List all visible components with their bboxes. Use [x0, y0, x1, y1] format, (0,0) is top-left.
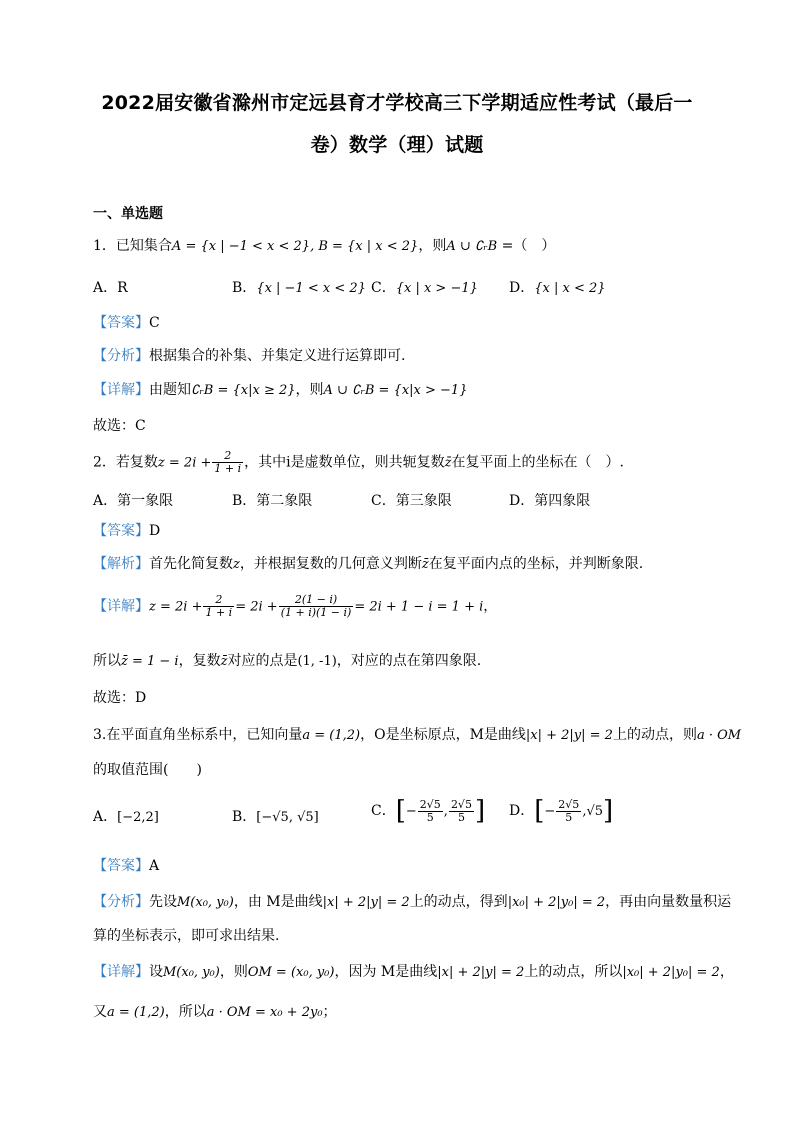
q2-fraction: $\frac{2}{1 + i}$	[214, 449, 242, 475]
q3-analysis-line-2: 算的坐标表示，即可求出结果.	[93, 928, 280, 944]
analysis2-tag: 【解析】	[93, 556, 149, 572]
q1-detail: 【详解】由题知∁ᵣB = {x|x ≥ 2}，则A ∪ ∁ᵣB = {x|x > −1}	[93, 382, 468, 398]
q2-option-d: D．第四象限	[509, 493, 591, 509]
q1-option-a: A．R	[93, 280, 128, 296]
q1-analysis: 【分析】根据集合的补集、并集定义进行运算即可.	[93, 348, 406, 364]
q3-stem-line-2: 的取值范围( )	[93, 762, 202, 778]
q2-stem: 2．若复数z = 2i + $\frac{2}{1 + i}$ ，其中i是虚数单位，则共轭复数z̄在复平面上的坐标在（ ）.	[93, 449, 624, 475]
q3-stem-line-1: 3.在平面直角坐标系中，已知向量a = (1,2)，O是坐标原点，M是曲线|x| + 2|y| = 2上的动点，则a · OM	[93, 727, 742, 743]
section-heading: 一、单选题	[93, 206, 163, 222]
q3-option-b: B．[−√5, √5]	[232, 809, 319, 825]
q1-option-d: D．{x | x < 2}	[509, 280, 606, 296]
q2-analysis: 【解析】首先化简复数z，并根据复数的几何意义判断z̄在复平面内点的坐标，并判断象限.	[93, 556, 644, 572]
q1-choice: 故选：C	[93, 418, 146, 434]
q1-target-expression: A ∪ ∁ᵣB	[446, 239, 498, 254]
q1-set-definition: A = {x | −1 < x < 2}, B = {x | x < 2}	[171, 239, 419, 254]
q2-conclusion: 所以z̄ = 1 − i，复数z̄对应的点是(1, -1)，对应的点在第四象限.	[93, 653, 482, 669]
q3-detail-line-2: 又a = (1,2)，所以a · OM = x₀ + 2y₀；	[93, 1004, 337, 1020]
q2-choice: 故选：D	[93, 690, 147, 706]
q2-detail: 【详解】z = 2i + $\frac{2}{1 + i}$ = 2i + $\frac{2(1 - i)}{(1 + i)(1 - i)}$ = 2i + 1 − i = 1 + i，	[93, 593, 498, 619]
q1-stem: 1．已知集合A = {x | −1 < x < 2}, B = {x | x < 2}，则A ∪ ∁ᵣB =（ ）	[93, 238, 556, 254]
q3-option-c: C．[− $\frac{2√5}{5}$ , $\frac{2√5}{5}$ ]	[371, 796, 486, 826]
q1-answer: 【答案】C	[93, 315, 160, 331]
q1-option-b: B．{x | −1 < x < 2}	[232, 280, 366, 296]
q2-option-b: B．第二象限	[232, 493, 313, 509]
q3-option-d: D．[− $\frac{2√5}{5}$ ,√5]	[509, 796, 614, 826]
analysis-tag: 【分析】	[93, 348, 149, 364]
q3-option-a: A．[−2,2]	[93, 809, 159, 825]
q2-answer: 【答案】D	[93, 523, 161, 539]
q3-analysis-line-1: 【分析】先设M(x₀, y₀)，由 M是曲线|x| + 2|y| = 2上的动点，得到|x₀| + 2|y₀| = 2，再由向量数量积运	[93, 894, 732, 910]
q3-detail-line-1: 【详解】设M(x₀, y₀)，则OM = (x₀, y₀)，因为 M是曲线|x| + 2|y| = 2上的动点，所以|x₀| + 2|y₀| = 2，	[93, 964, 734, 980]
detail-tag: 【详解】	[93, 382, 149, 398]
q2-option-a: A．第一象限	[93, 493, 174, 509]
q3-answer: 【答案】A	[93, 858, 160, 874]
answer-tag: 【答案】	[93, 315, 149, 331]
paper-title-line-2: 卷）数学（理）试题	[310, 134, 484, 156]
q1-option-c: C．{x | x > −1}	[371, 280, 478, 296]
paper-title-line-1: 2022届安徽省滁州市定远县育才学校高三下学期适应性考试（最后一	[101, 92, 693, 114]
q2-option-c: C．第三象限	[371, 493, 452, 509]
